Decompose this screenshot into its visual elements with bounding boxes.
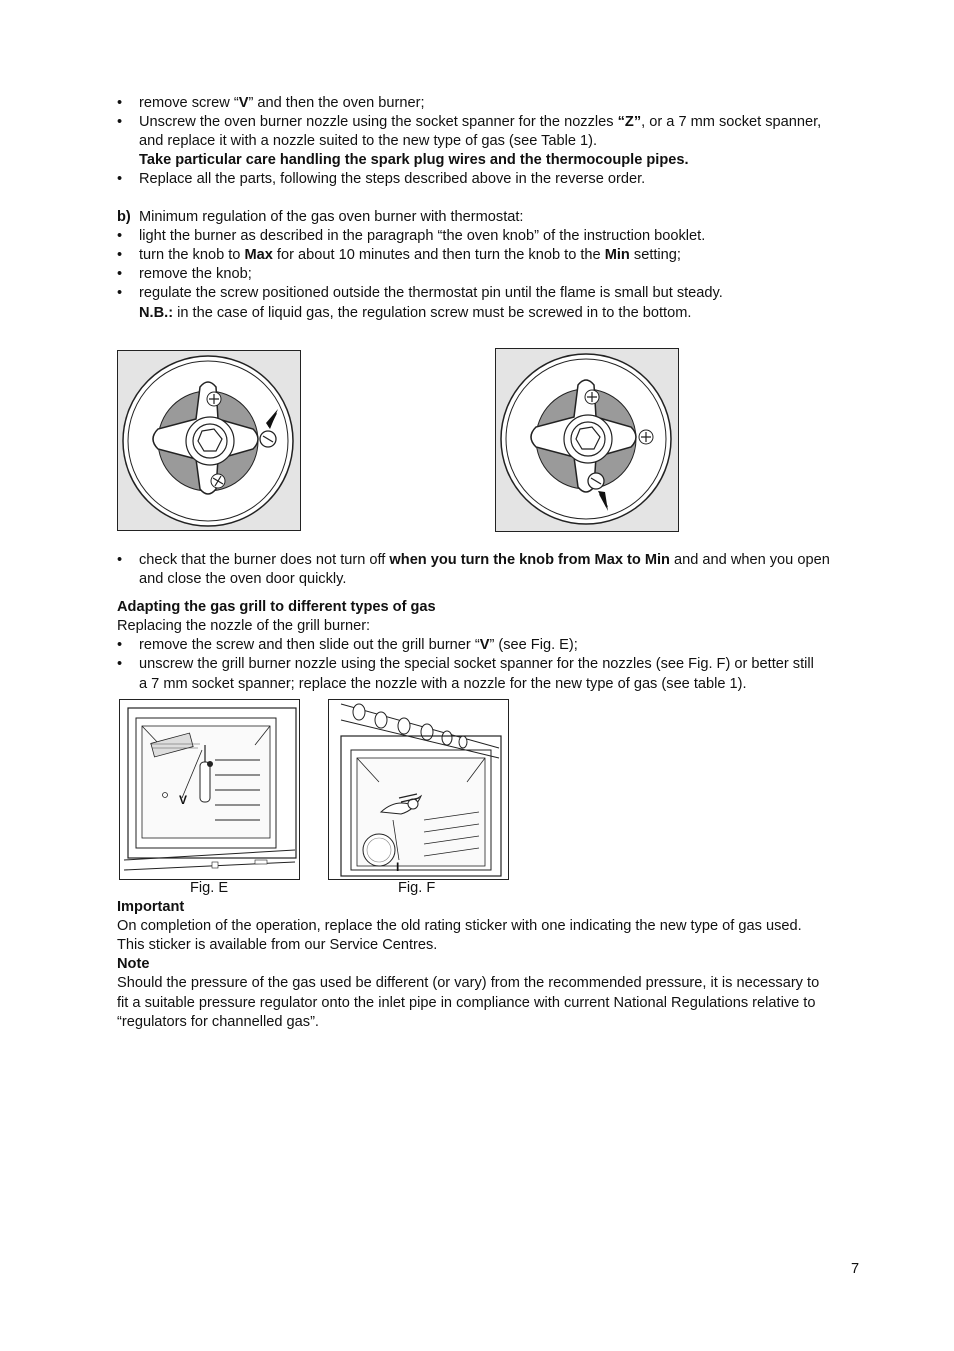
figure-e bbox=[119, 699, 300, 880]
bullet-marker: • bbox=[117, 247, 123, 263]
section-b-title: Minimum regulation of the gas oven burner with thermostat: bbox=[139, 209, 524, 225]
bullet-check-burner: check that the burner does not turn off when you turn the knob from Max to Min and and when you open bbox=[139, 552, 830, 568]
knob-figure-min bbox=[495, 348, 679, 532]
bullet-unscrew-grill-nozzle-line2: a 7 mm socket spanner; replace the nozzle with a nozzle for the new type of gas (see table 1). bbox=[139, 676, 747, 692]
bullet-marker: • bbox=[117, 656, 123, 672]
bullet-light-burner: light the burner as described in the paragraph “the oven knob” of the instruction booklet. bbox=[139, 228, 706, 244]
grill-intro: Replacing the nozzle of the grill burner: bbox=[117, 618, 371, 634]
warning-text: Take particular care handling the spark plug wires and the thermocouple pipes. bbox=[139, 152, 689, 168]
bullet-marker: • bbox=[117, 228, 123, 244]
bullet-replace-parts: Replace all the parts, following the steps described above in the reverse order. bbox=[139, 171, 646, 187]
note-line1: Should the pressure of the gas used be different (or vary) from the recommended pressure, it is necessary to bbox=[117, 975, 820, 991]
figure-e-caption: Fig. E bbox=[190, 880, 229, 896]
bullet-unscrew-nozzle: Unscrew the oven burner nozzle using the socket spanner for the nozzles “Z”, or a 7 mm socket spanner, bbox=[139, 114, 822, 130]
nb-note: N.B.: in the case of liquid gas, the regulation screw must be screwed in to the bottom. bbox=[139, 305, 692, 321]
bullet-marker: • bbox=[117, 171, 123, 187]
grill-heading: Adapting the gas grill to different types of gas bbox=[117, 599, 436, 615]
important-line1: On completion of the operation, replace the old rating sticker with one indicating the new type of gas used. bbox=[117, 918, 802, 934]
bullet-marker: • bbox=[117, 552, 123, 568]
page-number: 7 bbox=[851, 1261, 860, 1277]
figure-f-caption: Fig. F bbox=[398, 880, 436, 896]
bullet-marker: • bbox=[117, 114, 123, 130]
bullet-turn-knob: turn the knob to Max for about 10 minutes and then turn the knob to the Min setting; bbox=[139, 247, 681, 263]
section-b-label: b) bbox=[117, 209, 131, 225]
note-line3: “regulators for channelled gas”. bbox=[117, 1014, 319, 1030]
bullet-check-burner-line2: and close the oven door quickly. bbox=[139, 571, 347, 587]
figure-f bbox=[328, 699, 509, 880]
knob-figure-max bbox=[117, 350, 301, 531]
important-heading: Important bbox=[117, 899, 185, 915]
note-heading: Note bbox=[117, 956, 150, 972]
bullet-regulate-screw: regulate the screw positioned outside the thermostat pin until the flame is small but steady. bbox=[139, 285, 723, 301]
figure-e-label-v: V bbox=[179, 793, 188, 807]
note-line2: fit a suitable pressure regulator onto the inlet pipe in compliance with current National Regulations relative to bbox=[117, 995, 816, 1011]
bullet-unscrew-nozzle-line2: and replace it with a nozzle suited to the new type of gas (see Table 1). bbox=[139, 133, 598, 149]
important-line2: This sticker is available from our Service Centres. bbox=[117, 937, 438, 953]
figure-f-label-i: I bbox=[396, 860, 400, 874]
bullet-marker: • bbox=[117, 95, 123, 111]
bullet-remove-grill-burner: remove the screw and then slide out the grill burner “V” (see Fig. E); bbox=[139, 637, 578, 653]
bullet-marker: • bbox=[117, 637, 123, 653]
bullet-marker: • bbox=[117, 266, 123, 282]
bullet-marker: • bbox=[117, 285, 123, 301]
bullet-remove-knob: remove the knob; bbox=[139, 266, 252, 282]
bullet-remove-screw-v: remove screw “V” and then the oven burner; bbox=[139, 95, 425, 111]
bullet-unscrew-grill-nozzle: unscrew the grill burner nozzle using the special socket spanner for the nozzles (see Fig. F) or better still bbox=[139, 656, 814, 672]
